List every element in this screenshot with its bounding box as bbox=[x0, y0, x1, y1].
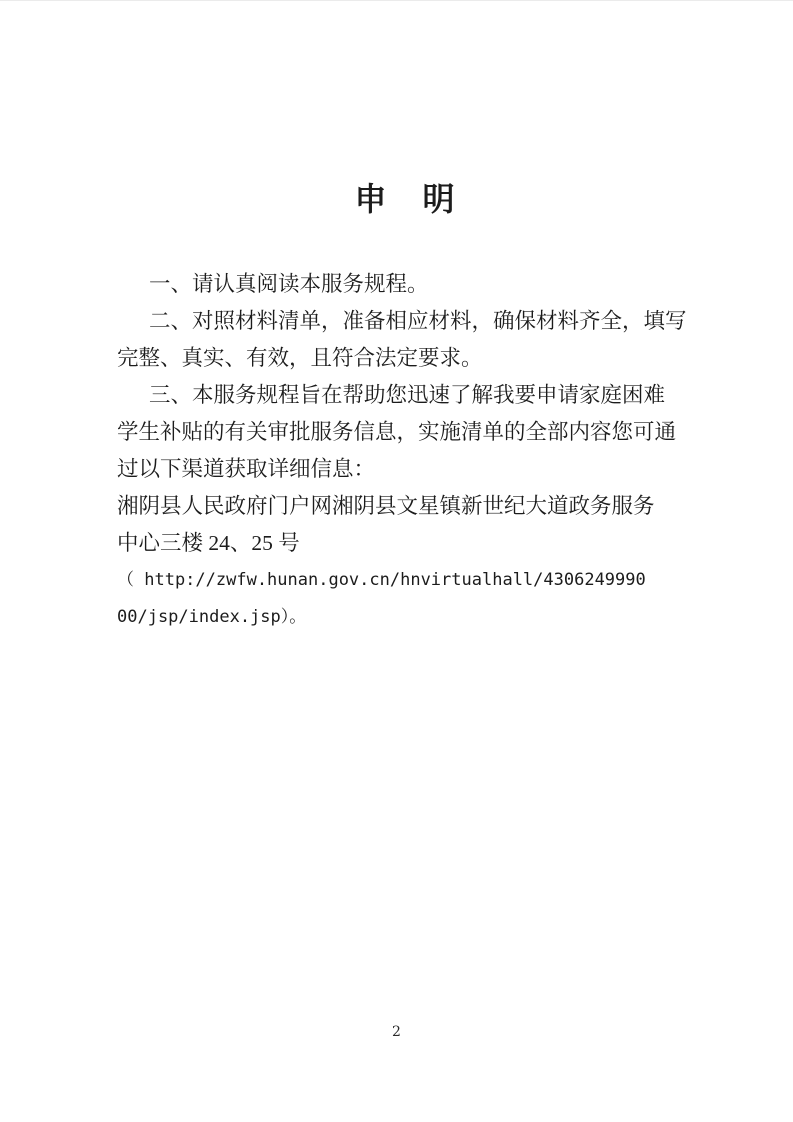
address-paragraph bbox=[117, 488, 683, 562]
paragraph-3-line-3: 过以下渠道获取详细信息： bbox=[117, 457, 376, 481]
document-url-line-2: 00/jsp/index.jsp）。 bbox=[117, 607, 307, 627]
paragraph-2-line-1: 二、对照材料清单，准备相应材料，确保材料齐全，填写 bbox=[149, 309, 687, 333]
address-line-2: 中心三楼 24、25 号 bbox=[117, 531, 300, 555]
paragraph-2-line-2: 完整、真实、有效，且符合法定要求。 bbox=[117, 346, 483, 370]
paragraph-3-line-1: 三、本服务规程旨在帮助您迅速了解我要申请家庭困难 bbox=[149, 383, 666, 407]
paragraph-1 bbox=[117, 266, 683, 303]
page-number: 2 bbox=[392, 1024, 401, 1040]
document-url-line-1: （ http://zwfw.hunan.gov.cn/hnvirtualhall/4306249990 bbox=[117, 570, 646, 590]
document-body bbox=[117, 266, 687, 636]
page-title: 申 明 bbox=[354, 181, 457, 217]
address-line-1: 湘阴县人民政府门户网湘阴县文星镇新世纪大道政务服务 bbox=[117, 494, 655, 518]
url-paragraph bbox=[117, 562, 683, 636]
paragraph-3-line-2: 学生补贴的有关审批服务信息，实施清单的全部内容您可通 bbox=[117, 420, 677, 444]
paragraph-3 bbox=[117, 377, 683, 488]
paragraph-1-line-1: 一、请认真阅读本服务规程。 bbox=[149, 272, 429, 296]
paragraph-2 bbox=[117, 303, 687, 377]
